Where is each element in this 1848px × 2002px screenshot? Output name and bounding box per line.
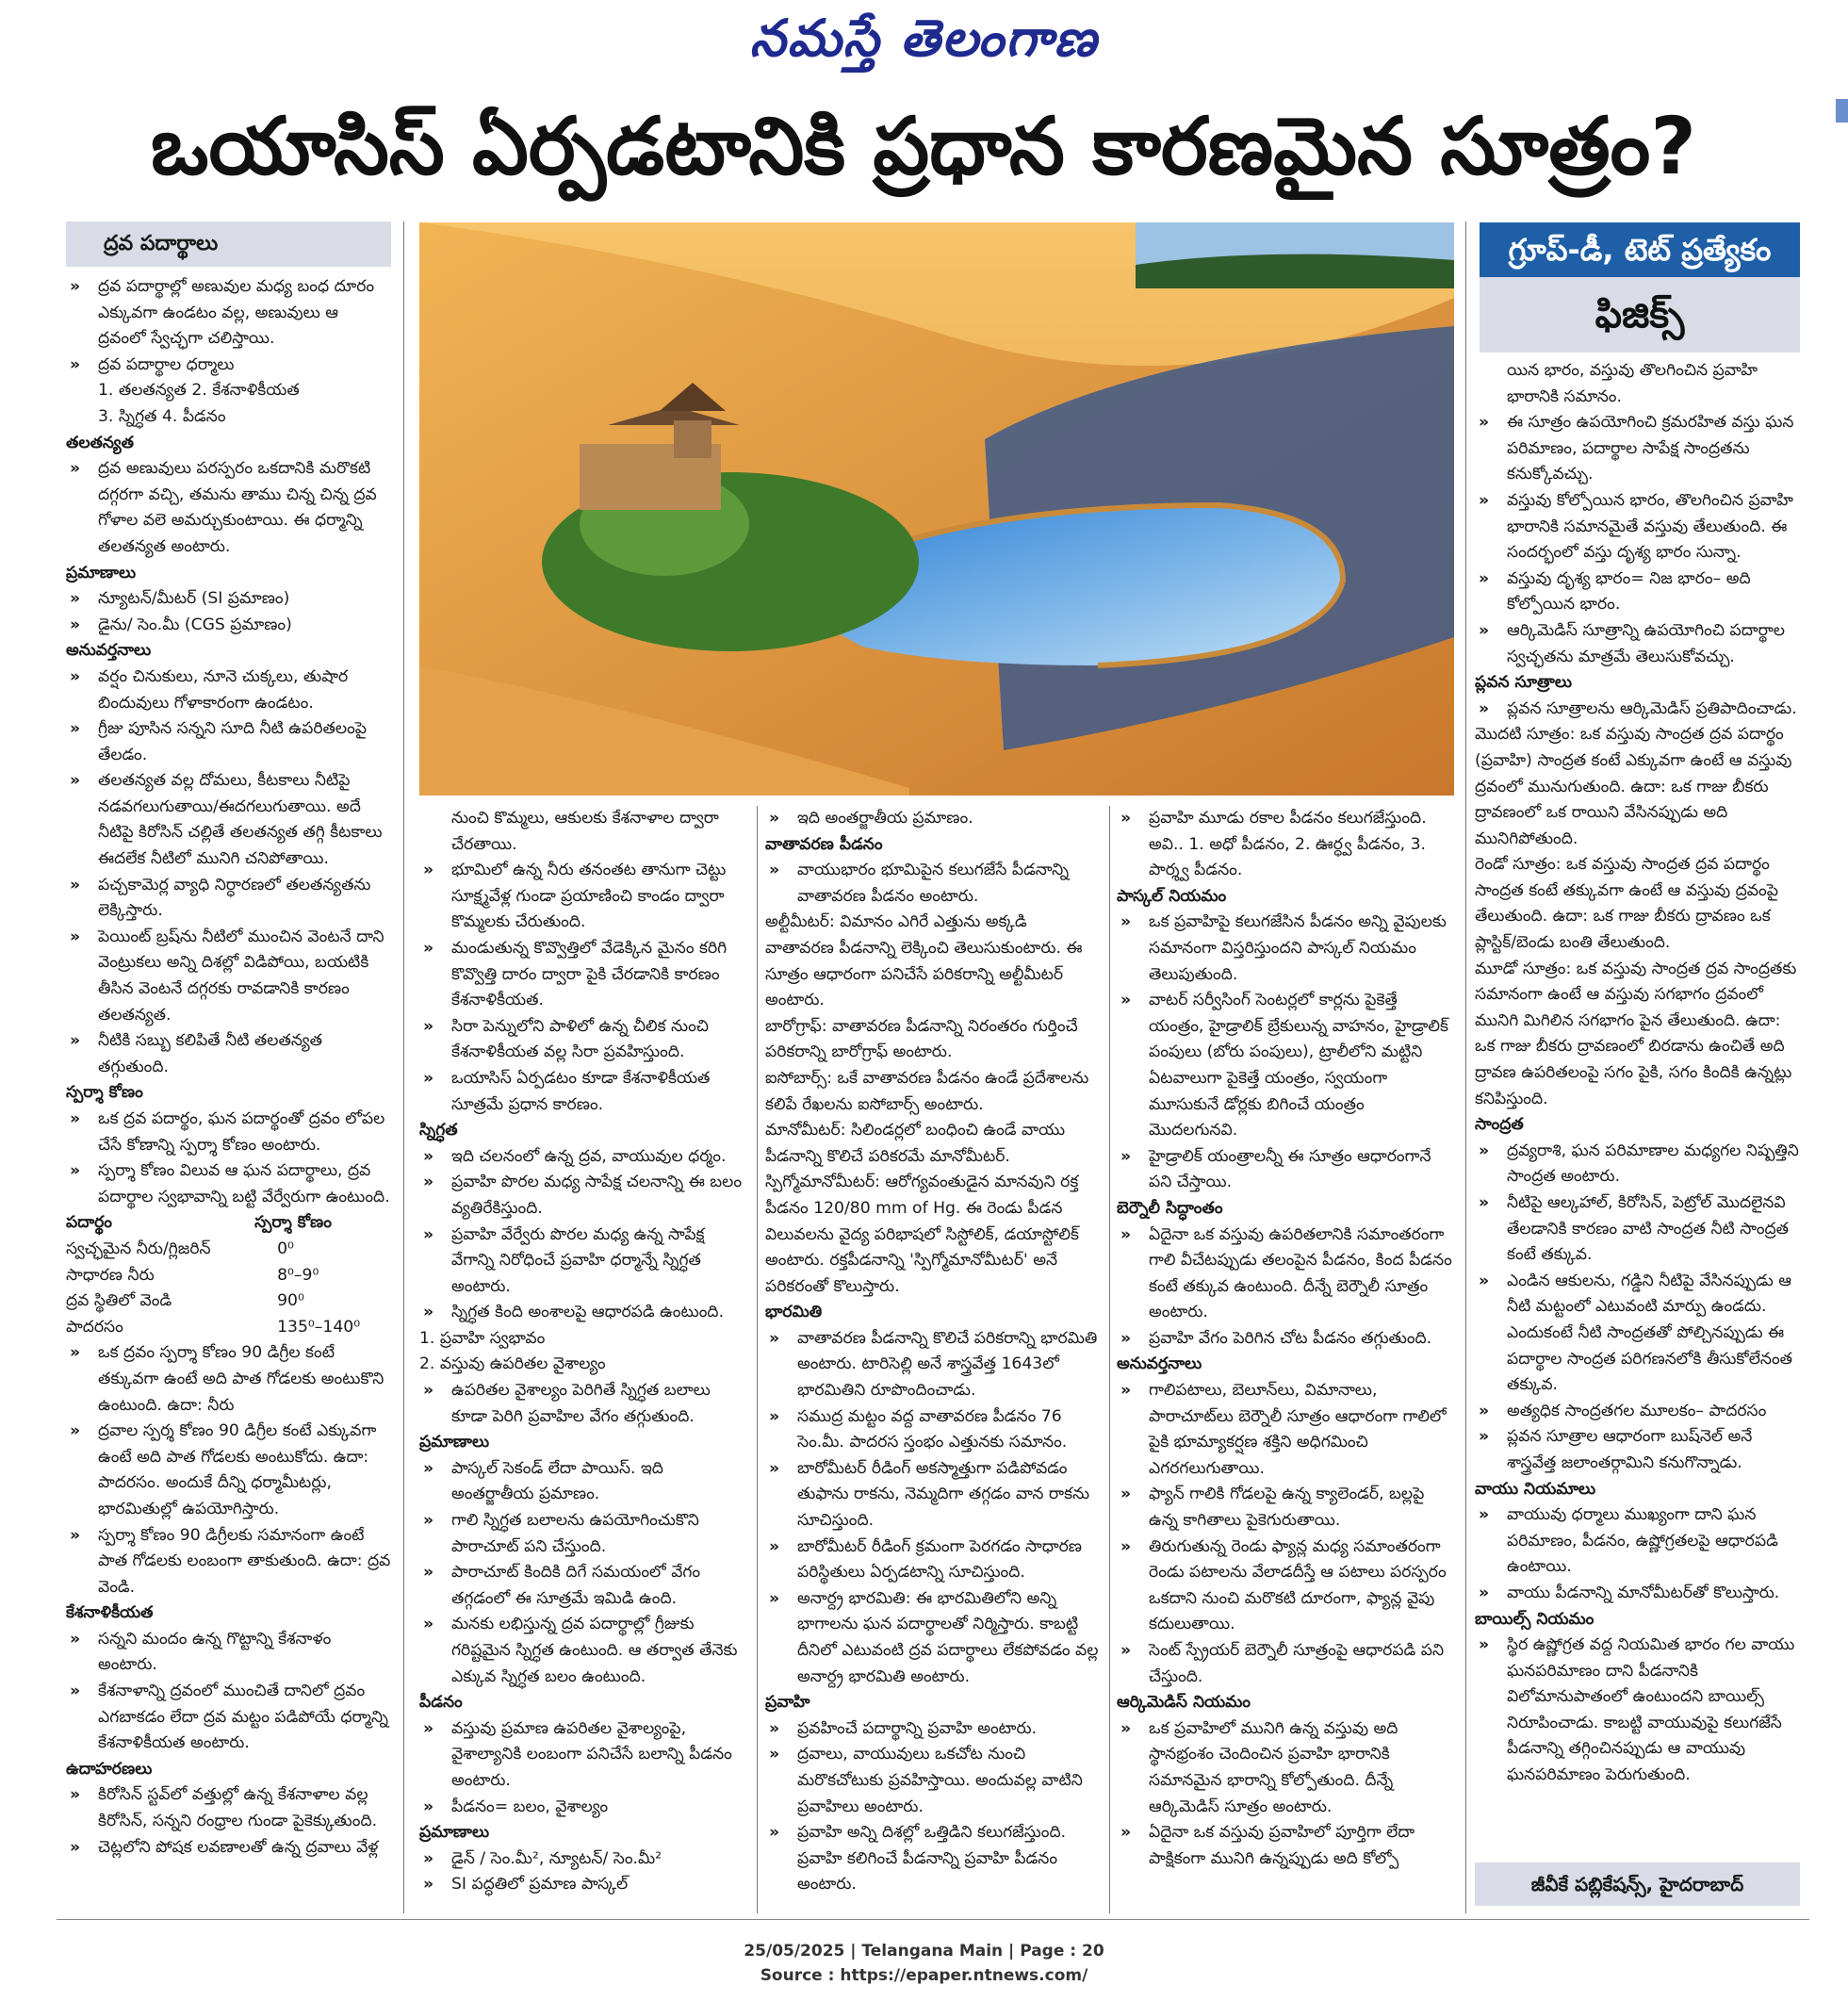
column-rule (1109, 806, 1110, 1913)
bullet-item: » ఒక ప్రవాహిలో మునిగి ఉన్న వస్తువు అది స్థానభ్రంశం చెందించిన ప్రవాహి భారానికి సమానమైన భారాన్ని కోల్పోతుంది. దీన్నే ఆర్కిమెడిస్ సూత్రం అంటారు. (1117, 1716, 1456, 1820)
bullet-item: » ఒక ద్రవ పదార్థం, ఘన పదార్థంతో ద్రవం లోపల చేసే కోణాన్ని స్పర్శా కోణం అంటారు. (66, 1107, 391, 1158)
bullet-item: » వాటర్ సర్వీసింగ్ సెంటర్లలో కార్లను పైకెత్తే యంత్రం, హైడ్రాలిక్ బ్రేకులున్న వాహనం, హైడ్రాలిక్ పంపులు (బోరు పంపులు), ట్రాలీలోని మట్టిని ఏటవాలుగా పైకెత్తే యంత్రం, స్వయంగా మూసుకునే డోర్లకు బిగించే యంత్రం మొదలగునవి. (1117, 988, 1456, 1144)
table-cell: 135⁰–140⁰ (277, 1317, 361, 1337)
paragraph: బారోగ్రాఫ్: వాతావరణ పీడనాన్ని నిరంతరం గుర్తించే పరికరాన్ని బారోగ్రాఫ్ అంటారు. (765, 1016, 1078, 1062)
paragraph: స్పిగ్మోమానోమీటర్: ఆరోగ్యవంతుడైన మానవుని రక్త పీడనం 120/80 mm of Hg. ఈ రెండు పీడన విలువలను వైద్య పరిభాషలో సిస్టోలిక్, డయాస్టోలిక్ అంటారు. రక్తపీడనాన్ని 'స్పిగ్మోమానోమీటర్' అనే పరికరంతో కొలుస్తారు. (765, 1173, 1079, 1296)
paragraph: 2. వస్తువు ఉపరితల వైశాల్యం (419, 1354, 606, 1374)
footer-source-link[interactable]: Source : https://epaper.ntnews.com/ (760, 1966, 1088, 1985)
table-row (66, 1288, 391, 1315)
column-4 (1117, 806, 1456, 1918)
subheading: భారమితి (765, 1303, 823, 1322)
bullet-item: » ఎండిన ఆకులను, గడ్డిని నీటిపై వేసినప్పుడు ఆ నీటి మట్టంలో ఎటువంటి మార్పు ఉండదు. ఎందుకంటే నీటి సాంద్రతతో పోల్చినప్పుడు ఈ పదార్థాల సాంద్రత పరిగణనలోకి తీసుకోలేనంత తక్కువ. (1475, 1269, 1800, 1399)
bullet-item: » ద్రవ అణువులు పరస్పరం ఒకదానికి మరొకటి దగ్గరగా వచ్చి, తమను తాము చిన్న చిన్న ద్రవ గోళాల వలె అమర్చుకుంటాయి. ఈ ధర్మాన్ని తలతన్యత అంటారు. (66, 456, 391, 560)
bullet-item: » ఏదైనా ఒక వస్తువు ఉపరితలానికి సమాంతరంగా గాలి వీచేటప్పుడు తలంపైన పీడనం, కింద పీడనం కంటే తక్కువ ఉంటుంది. దీన్నే బెర్నౌలీ సూత్రం అంటారు. (1117, 1223, 1456, 1326)
table-cell: 0⁰ (277, 1239, 294, 1258)
bullet-item: » పెయింట్ బ్రష్‌ను నీటిలో ముంచిన వెంటనే దాని వెంట్రుకలు అన్ని దిశల్లో విడిపోయి, బయటికి తీసిన వెంటనే దగ్గరకు రావడానికి కారణం తలతన్యత. (66, 925, 391, 1028)
bullet-item: » ప్లవన సూత్రాల ఆధారంగా బుష్‌నెల్ అనే శాస్త్రవేత్త జలాంతర్గామిని కనుగొన్నాడు. (1475, 1424, 1800, 1476)
bullet-item: » అనార్ద్ర భారమితి: ఈ భారమితిలోని అన్ని భాగాలను ఘన పదార్థాలతో నిర్మిస్తారు. కాబట్టి దీనిలో ఎటువంటి ద్రవ పదార్థాలు లేకపోవడం వల్ల అనార్ద్ర భారమితి అంటారు. (765, 1586, 1100, 1690)
column-5 (1475, 358, 1800, 1904)
bullet-item: » బారోమీటర్ రీడింగ్ అకస్మాత్తుగా పడిపోవడం తుఫాను రాకను, నెమ్మదిగా తగ్గడం వాన రాకను సూచిస్తుంది. (765, 1456, 1100, 1534)
paragraph: నుంచి కొమ్మలు, ఆకులకు కేశనాళాల ద్వారా చేరతాయి. (451, 809, 719, 854)
subheading: ప్రవాహి (765, 1693, 810, 1713)
publisher-credit: జీవీకే పబ్లికేషన్స్, హైదరాబాద్ (1475, 1863, 1800, 1906)
article-headline: ఒయాసిస్ ఏర్పడటానికి ప్రధాన కారణమైన సూత్రం? (151, 100, 1696, 192)
bullet-item: » వస్తువు దృశ్య భారం= నిజ భారం– అది కోల్పోయిన భారం. (1475, 566, 1800, 618)
bullet-item: » సముద్ర మట్టం వద్ద వాతావరణ పీడనం 76 సెం.మీ. పాదరస స్తంభం ఎత్తునకు సమానం. (765, 1404, 1100, 1456)
bullet-item: » ద్రవ పదార్థాల్లో అణువుల మధ్య బంధ దూరం ఎక్కువగా ఉండటం వల్ల, అణువులు ఆ ద్రవంలో స్వేచ్ఛగా చలిస్తాయి. (66, 274, 391, 353)
bullet-item: » ఆర్కిమెడిస్ సూత్రాన్ని ఉపయోగించి పదార్థాల స్వచ్ఛతను మాత్రమే తెలుసుకోవచ్చు. (1475, 618, 1800, 670)
subheading: తలతన్యత (66, 433, 135, 452)
paragraph: 1. ప్రవాహి స్వభావం (419, 1328, 546, 1348)
bullet-item: » కేశనాళాన్ని ద్రవంలో ముంచితే దానిలో ద్రవం ఎగబాకడం లేదా ద్రవ మట్టం పడిపోయే ధర్మాన్ని కేశనాళికీయత అంటారు. (66, 1679, 391, 1757)
bullet-item: » ఈ సూత్రం ఉపయోగించి క్రమరహిత వస్తు ఘన పరిమాణం, పదార్థాల సాపేక్ష సాంద్రతను కనుక్కోవచ్చు. (1475, 410, 1800, 488)
paragraph: మొదటి సూత్రం: ఒక వస్తువు సాంద్రత ద్రవ పదార్థం (ప్రవాహి) సాంద్రత కంటే ఎక్కువగా ఉంటే ఆ వస్తువు ద్రవంలో మునుగుతుంది. ఉదా: ఒక గాజు బీకరు ద్రావణంలో ఒక రాయిని వేసినప్పుడు అది మునిగిపోతుంది. (1475, 725, 1792, 848)
table-cell: 8⁰–9⁰ (277, 1265, 319, 1285)
bullet-item: » వస్తువు కోల్పోయిన భారం, తొలగించిన ప్రవాహి భారానికి సమానమైతే వస్తువు తేలుతుంది. ఈ సందర్భంలో వస్తు దృశ్య భారం సున్నా. (1475, 488, 1800, 566)
paragraph: మూడో సూత్రం: ఒక వస్తువు సాంద్రత ద్రవ సాంద్రతకు సమానంగా ఉంటే ఆ వస్తువు సగభాగం ద్రవంలో మునిగి మిగిలిన సగభాగం పైన తేలుతుంది. ఉదా: ఒక గాజు బీకరు ద్రావణంలో బిరడాను ఉంచితే అది ద్రావణ ఉపరితలంపై సగం పైకి, సగం కిందికి ఉన్నట్లు కనిపిస్తుంది. (1475, 959, 1797, 1108)
table-cell: స్వచ్ఛమైన నీరు/గ్లిజరిన్ (66, 1239, 211, 1258)
subject-physics-banner: ఫిజిక్స్ (1480, 277, 1800, 353)
bullet-item: » హైడ్రాలిక్ యంత్రాలన్నీ ఈ సూత్రం ఆధారంగానే పని చేస్తాయి. (1117, 1144, 1456, 1196)
bullet-item: » సన్నని మందం ఉన్న గొట్టాన్ని కేశనాళం అంటారు. (66, 1627, 391, 1679)
bullet-item: » ద్రవాలు, వాయువులు ఒకచోట నుంచి మరొకచోటుకు ప్రవహిస్తాయి. అందువల్ల వాటిని ప్రవాహిలు అంటారు. (765, 1742, 1100, 1820)
bullet-item: » స్థిర ఉష్ణోగ్రత వద్ద నియమిత భారం గల వాయు ఘనపరిమాణం దాని పీడనానికి విలోమానుపాతంలో ఉంటుందని బాయిల్స్ నిరూపించాడు. కాబట్టి వాయువుపై కలుగజేసే పీడనాన్ని తగ్గించినప్పుడు ఆ వాయువు ఘనపరిమాణం పెరుగుతుంది. (1475, 1633, 1800, 1789)
paragraph: మానోమీటర్: సిలిండర్లలో బంధించి ఉండే వాయు పీడనాన్ని కొలిచే పరికరమే మానోమీటర్. (765, 1121, 1066, 1166)
bullet-item: » స్పర్శా కోణం విలువ ఆ ఘన పదార్థాలు, ద్రవ పదార్థాల స్వభావాన్ని బట్టి వేర్వేరుగా ఉంటుంది. (66, 1158, 391, 1210)
column-rule (403, 222, 404, 1913)
oasis-photo (419, 222, 1454, 796)
bullet-item: » ఏదైనా ఒక వస్తువు ప్రవాహిలో పూర్తిగా లేదా పాక్షికంగా మునిగి ఉన్నప్పుడు అది కోల్పో (1117, 1820, 1456, 1872)
bullet-item: » సెంట్ స్ప్రేయర్ బెర్నౌలీ సూత్రంపై ఆధారపడి పని చేస్తుంది. (1117, 1638, 1456, 1690)
bullet-item: » ప్రవాహి వేర్వేరు పొరల మధ్య ఉన్న సాపేక్ష వేగాన్ని నిరోధించే ప్రవాహి ధర్మాన్నే స్నిగ్ధత అంటారు. (419, 1223, 744, 1301)
page-edge-marker (1836, 99, 1848, 123)
column-rule (757, 806, 758, 1913)
subheading: వాతావరణ పీడనం (765, 834, 883, 854)
paragraph: ఐసోబార్స్: ఒకే వాతావరణ పీడనం ఉండే ప్రదేశాలను కలిపే రేఖలను ఐసోబార్స్ అంటారు. (765, 1068, 1089, 1114)
subheading: ప్లవన సూత్రాలు (1475, 673, 1572, 693)
bullet-item: » SI పద్ధతిలో ప్రమాణ పాస్కల్ (419, 1872, 744, 1898)
bullet-item: » పారాచూట్ కిందికి దిగే సమయంలో వేగం తగ్గడంలో ఈ సూత్రమే ఇమిడి ఉంది. (419, 1560, 744, 1612)
table-cell: పాదరసం (66, 1317, 123, 1337)
subheading: ఆర్కిమెడిస్ నియమం (1117, 1693, 1251, 1713)
subheading: సాంద్రత (1475, 1115, 1524, 1135)
bullet-item: » చెట్లలోని పోషక లవణాలతో ఉన్న ద్రవాలు వేళ్ల (66, 1835, 391, 1862)
paragraph: అల్టీమీటర్: విమానం ఎగిరే ఎత్తును అక్కడి వాతావరణ పీడనాన్ని లెక్కించి తెలుసుకుంటారు. ఈ సూత్రం ఆధారంగా పనిచేసే పరికరాన్ని అల్టీమీటర్ అంటారు. (765, 912, 1083, 1010)
paragraph: 1. తలతన్యత 2. కేశనాళికీయత (98, 381, 300, 401)
subheading: పాస్కల్ నియమం (1117, 886, 1227, 906)
bullet-item: » ప్రవాహి అన్ని దిశల్లో ఒత్తిడిని కలుగజేస్తుంది. ప్రవాహి కలిగించే పీడనాన్ని ప్రవాహి పీడనం అంటారు. (765, 1820, 1100, 1898)
bullet-item: » వాయుభారం భూమిపైన కలుగజేసే పీడనాన్ని వాతావరణ పీడనం అంటారు. (765, 858, 1100, 910)
bullet-item: » కిరోసిన్ స్టవ్‌లో వత్తుల్లో ఉన్న కేశనాళాల వల్ల కిరోసిన్, సన్నని రంధ్రాల గుండా పైకెక్కుతుంది. (66, 1782, 391, 1834)
bullet-item: » గాలి స్నిగ్ధత బలాలను ఉపయోగించుకొని పారాచూట్ పని చేస్తుంది. (419, 1508, 744, 1560)
bullet-item: » ఒక ద్రవం స్పర్శా కోణం 90 డిగ్రీల కంటే తక్కువగా ఉంటే అది పాత గోడలకు అంటుకొని ఉంటుంది. ఉదా: నీరు (66, 1340, 391, 1419)
masthead-logo: నమస్తే తెలంగాణ (749, 8, 1099, 68)
table-row (66, 1263, 391, 1289)
subheading: ఉదాహరణలు (66, 1759, 153, 1779)
bullet-item: » ప్లవన సూత్రాలను ఆర్కిమెడిస్ ప్రతిపాదించాడు. (1475, 697, 1800, 723)
column-1 (66, 222, 391, 1918)
group-d-tet-banner: గ్రూప్-డీ, టెట్ ప్రత్యేకం (1480, 222, 1800, 277)
bullet-item: » ద్రవ పదార్థాల ధర్మాలు (66, 353, 391, 379)
bullet-item: » ద్రవాల స్పర్శ కోణం 90 డిగ్రీల కంటే ఎక్కువగా ఉంటే అది పాత గోడలకు అంటుకోదు. ఉదా: పాదరసం. అందుకే దీన్ని ధర్మామీటర్లు, భారమితుల్లో ఉపయోగిస్తారు. (66, 1419, 391, 1522)
subheading: ప్రమాణాలు (419, 1433, 490, 1452)
bullet-item: » ఇది చలనంలో ఉన్న ద్రవ, వాయువుల ధర్మం. (419, 1144, 744, 1171)
bullet-item: » స్నిగ్ధత కింది అంశాలపై ఆధారపడి ఉంటుంది. (419, 1300, 744, 1326)
bullet-item: » సిరా పెన్నులోని పాళిలో ఉన్న చీలిక నుంచి కేశనాళికీయత వల్ల సిరా ప్రవహిస్తుంది. (419, 1014, 744, 1066)
contact-angle-table (66, 1210, 391, 1340)
paragraph: 3. స్నిగ్ధత 4. పీడనం (98, 406, 226, 426)
subheading: కేశనాళికీయత (66, 1603, 154, 1623)
bullet-item: » గ్రీజు పూసిన సన్నని సూది నీటి ఉపరితలంపై తేలడం. (66, 716, 391, 768)
bullet-item: » అత్యధిక సాంద్రతగల మూలకం– పాదరసం (1475, 1399, 1800, 1425)
table-cell: ద్రవ స్థితిలో వెండి (66, 1291, 172, 1311)
footer-date-line: 25/05/2025 | Telangana Main | Page : 20 (744, 1942, 1104, 1961)
bullet-item: » ఒయాసిస్ ఏర్పడటం కూడా కేశనాళికీయత సూత్రమే ప్రధాన కారణం. (419, 1066, 744, 1118)
bullet-item: » ప్రవహించే పదార్థాన్ని ప్రవాహి అంటారు. (765, 1716, 1100, 1743)
bullet-item: » వాతావరణ పీడనాన్ని కొలిచే పరికరాన్ని భారమితి అంటారు. టారిసెల్లి అనే శాస్త్రవేత్త 1643లో భారమితిని రూపొందించాడు. (765, 1326, 1100, 1404)
subheading: అనువర్తనాలు (66, 641, 152, 661)
bullet-item: » ఉపరితల వైశాల్యం పెరిగితే స్నిగ్ధత బలాలు కూడా పెరిగి ప్రవాహిల వేగం తగ్గుతుంది. (419, 1378, 744, 1430)
column-rule (1465, 222, 1466, 1913)
table-row (66, 1237, 391, 1263)
bullet-item: » పీడనం= బలం, వైశాల్యం (419, 1795, 744, 1821)
table-header: పదార్థం (66, 1213, 113, 1233)
bullet-item: » ప్రవాహి పొరల మధ్య సాపేక్ష చలనాన్ని ఈ బలం వ్యతిరేకిస్తుంది. (419, 1170, 744, 1222)
footer-rule (57, 1919, 1809, 1920)
bullet-item: » మండుతున్న కొవ్వొత్తిలో వేడెక్కిన మైనం కరిగి కొవ్వొత్తి దారం ద్వారా పైకి చేరడానికి కారణం కేశనాళికీయత. (419, 936, 744, 1014)
bullet-item: » నీటికి సబ్బు కలిపితే నీటి తలతన్యత తగ్గుతుంది. (66, 1028, 391, 1080)
bullet-item: » ప్రవాహి మూడు రకాల పీడనం కలుగజేస్తుంది. అవి.. 1. అధో పీడనం, 2. ఊర్ధ్వ పీడనం, 3. పార్శ్వ పీడనం. (1117, 806, 1456, 884)
paragraph: రెండో సూత్రం: ఒక వస్తువు సాంద్రత ద్రవ పదార్థం సాంద్రత కంటే తక్కువగా ఉంటే ఆ వస్తువు ద్రవంపై తేలుతుంది. ఉదా: ఒక గాజు బీకరు ద్రావణం ఒక ప్లాస్టిక్/బెండు బంతి తేలుతుంది. (1475, 855, 1778, 953)
bullet-item: » గాలిపటాలు, బెలూన్‌లు, విమానాలు, పారాచూట్‌లు బెర్నౌలీ సూత్రం ఆధారంగా గాలిలో పైకి భూమ్యాకర్షణ శక్తిని అధిగమించి ఎగరగలుగుతాయి. (1117, 1378, 1456, 1482)
bullet-item: » ఫ్యాన్ గాలికి గోడలపై ఉన్న క్యాలెండర్, బల్లపై ఉన్న కాగితాలు పైకెగురుతాయి. (1117, 1482, 1456, 1534)
bullet-item: » వాయువు ధర్మాలు ముఖ్యంగా దాని ఘన పరిమాణం, పీడనం, ఉష్ణోగ్రతలపై ఆధారపడి ఉంటాయి. (1475, 1502, 1800, 1581)
table-header: స్పర్శా కోణం (254, 1213, 332, 1233)
bullet-item: » డైను/ సెం.మీ (CGS ప్రమాణం) (66, 613, 391, 639)
subheading: ప్రమాణాలు (66, 563, 137, 583)
bullet-item: » వర్షం చినుకులు, నూనె చుక్కలు, తుషార బిందువులు గోళాకారంగా ఉండటం. (66, 665, 391, 716)
bullet-item: » ఇది అంతర్జాతీయ ప్రమాణం. (765, 806, 1100, 832)
subheading: ప్రమాణాలు (419, 1823, 490, 1843)
subheading: అనువర్తనాలు (1117, 1354, 1202, 1374)
bullet-item: » భూమిలో ఉన్న నీరు తనంతట తానుగా చెట్టు సూక్ష్మవేళ్ల గుండా ప్రయాణించి కాండం ద్వారా కొమ్మలకు చేరుతుంది. (419, 858, 744, 936)
bullet-item: » డైన్ / సెం.మీ², న్యూటన్/ సెం.మీ² (419, 1846, 744, 1873)
bullet-item: » న్యూటన్/మీటర్ (SI ప్రమాణం) (66, 586, 391, 613)
subheading: బాయిల్స్ నియమం (1475, 1609, 1595, 1629)
bullet-item: » తలతన్యత వల్ల దోమలు, కీటకాలు నీటిపై నడవగలుగుతాయి/ఈదగలుగుతాయి. అదే నీటిపై కిరోసిన్ చల్లితే తలతన్యత తగ్గి కీటకాలు ఈదలేక నీటిలో మునిగి చనిపోతాయి. (66, 768, 391, 872)
bullet-item: » ఒక ప్రవాహిపై కలుగజేసిన పీడనం అన్ని వైపులకు సమానంగా విస్తరిస్తుందని పాస్కల్ నియమం తెలుపుతుంది. (1117, 910, 1456, 988)
paragraph: యిన భారం, వస్తువు తొలగించిన ప్రవాహి భారానికి సమానం. (1507, 361, 1758, 406)
bullet-item: » పచ్చకామెర్ల వ్యాధి నిర్ధారణలో తలతన్యతను లెక్కిస్తారు. (66, 873, 391, 925)
subheading: వాయు నియమాలు (1475, 1479, 1596, 1499)
subheading: బెర్నౌలీ సిద్ధాంతం (1117, 1198, 1223, 1218)
table-cell: సాధారణ నీరు (66, 1265, 155, 1285)
table-cell: 90⁰ (277, 1291, 304, 1311)
subheading: పీడనం (419, 1693, 463, 1713)
column-3 (765, 806, 1100, 1918)
bullet-item: » ద్రవ్యరాశి, ఘన పరిమాణాల మధ్యగల నిష్పత్తిని సాంద్రత అంటారు. (1475, 1139, 1800, 1190)
subheading: స్పర్శా కోణం (66, 1083, 143, 1103)
bullet-item: » వస్తువు ప్రమాణ ఉపరితల వైశాల్యంపై, వైశాల్యానికి లంబంగా పనిచేసే బలాన్ని పీడనం అంటారు. (419, 1716, 744, 1795)
bullet-item: » పాస్కల్ సెకండ్ లేదా పాయిస్. ఇది అంతర్జాతీయ ప్రమాణం. (419, 1456, 744, 1508)
bullet-item: » ప్రవాహి వేగం పెరిగిన చోట పీడనం తగ్గుతుంది. (1117, 1326, 1456, 1353)
bullet-item: » స్పర్శా కోణం 90 డిగ్రీలకు సమానంగా ఉంటే పాత గోడలకు లంబంగా తాకుతుంది. ఉదా: ద్రవ వెండి. (66, 1523, 391, 1601)
subheading: స్నిగ్ధత (419, 1121, 458, 1140)
table-row (66, 1315, 391, 1341)
bullet-item: » తిరుగుతున్న రెండు ఫ్యాన్ల మధ్య సమాంతరంగా రెండు పటాలను వేలాడదీస్తే ఆ పటాలు పరస్పరం ఒకదాని నుంచి మరొకటి దూరంగా, ఫ్యాన్ల వైపు కదులుతాయి. (1117, 1534, 1456, 1638)
bullet-item: » నీటిపై ఆల్కహాల్, కిరోసిన్, పెట్రోల్ మొదలైనవి తేలడానికి కారణం వాటి సాంద్రత నీటి సాంద్రత కంటే తక్కువ. (1475, 1190, 1800, 1269)
column-2 (419, 806, 744, 1918)
bullet-item: » బారోమీటర్ రీడింగ్ క్రమంగా పెరగడం సాధారణ పరిస్థితులు ఏర్పడటాన్ని సూచిస్తుంది. (765, 1534, 1100, 1586)
section-heading: ద్రవ పదార్థాలు (66, 222, 391, 267)
bullet-item: » వాయు పీడనాన్ని మానోమీటర్‌తో కొలుస్తారు. (1475, 1581, 1800, 1607)
bullet-item: » మనకు లభిస్తున్న ద్రవ పదార్థాల్లో గ్రీజుకు గరిష్టమైన స్నిగ్ధత ఉంటుంది. ఆ తర్వాత తేనెకు ఎక్కువ స్నిగ్ధత బలం ఉంటుంది. (419, 1612, 744, 1690)
